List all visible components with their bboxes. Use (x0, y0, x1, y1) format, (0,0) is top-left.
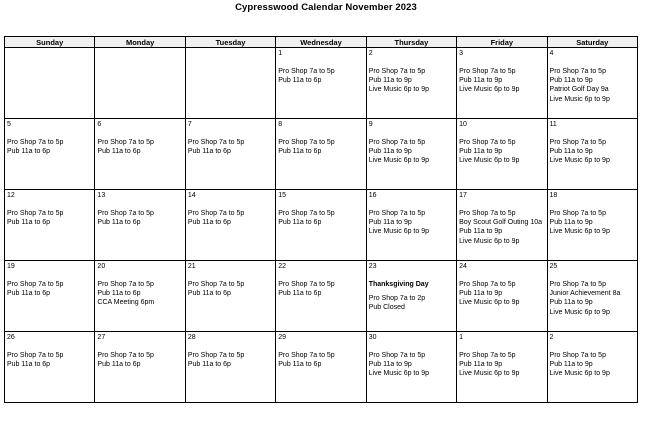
day-number (97, 49, 182, 58)
event-entry: Pub 11a to 6p (187, 361, 231, 369)
weekday-header-wednesday: Wednesday (276, 37, 366, 48)
day-cell (185, 190, 275, 261)
event-entry: Live Music 6p to 9p (368, 86, 429, 94)
day-number: 11 (549, 121, 557, 128)
day-gap (369, 129, 454, 138)
day-gap (97, 58, 182, 67)
weekday-header-monday: Monday (95, 37, 185, 48)
day-cell (457, 261, 547, 332)
event-entry: Pub 11a to 9p (459, 77, 503, 85)
day-gap (7, 129, 92, 138)
day-number: 27 (97, 334, 106, 341)
day-number: 10 (459, 121, 467, 128)
event-entry: Pro Shop 7a to 5p (368, 210, 426, 217)
day-cell (547, 119, 637, 190)
day-gap (188, 58, 273, 67)
day-number: 18 (549, 192, 558, 199)
week-row (5, 332, 638, 403)
day-cell (457, 48, 547, 119)
day-gap (97, 200, 182, 209)
event-entry: Live Music 6p to 9p (549, 370, 610, 378)
event-entry: Pro Shop 7a to 5p (7, 281, 64, 288)
day-cell (95, 261, 185, 332)
event-entry: Pub 11a to 6p (187, 148, 231, 156)
event-entry: Live Music 6p to 9p (459, 370, 520, 378)
event-entry: Pub 11a to 9p (368, 361, 412, 369)
day-number: 1 (459, 334, 464, 341)
event-entry: Pro Shop 7a to 5p (97, 139, 154, 146)
day-gap (459, 200, 544, 209)
day-cell (185, 332, 275, 403)
week-row (5, 48, 638, 119)
day-gap (550, 200, 635, 209)
day-cell (276, 119, 366, 190)
event-entry: Pro Shop 7a to 5p (187, 352, 245, 359)
week-row (5, 261, 638, 332)
day-number (7, 49, 92, 58)
event-entry: Junior Achievement 8a (549, 290, 621, 298)
day-gap (550, 271, 635, 280)
day-gap (7, 342, 92, 351)
weekday-header-friday: Friday (457, 37, 547, 48)
day-number: 14 (187, 192, 196, 199)
day-gap (188, 271, 273, 280)
day-cell (185, 48, 275, 119)
event-entry: Pro Shop 7a to 5p (549, 68, 606, 75)
event-entry: Pub 11a to 6p (278, 361, 322, 369)
event-entry: Live Music 6p to 9p (368, 228, 429, 236)
event-entry: Pub 11a to 6p (97, 219, 141, 227)
event-entry: Pub 11a to 9p (459, 290, 503, 298)
day-gap (369, 271, 454, 280)
day-cell (95, 332, 185, 403)
event-entry: Live Music 6p to 9p (549, 157, 610, 165)
day-gap (278, 58, 363, 67)
day-cell (5, 190, 95, 261)
event-entry: Pro Shop 7a to 5p (187, 139, 245, 146)
event-entry: Live Music 6p to 9p (459, 299, 520, 307)
day-gap (278, 200, 363, 209)
day-number: 17 (459, 192, 467, 199)
day-gap (7, 271, 92, 280)
day-gap (188, 200, 273, 209)
day-gap (550, 129, 635, 138)
day-number: 16 (368, 192, 377, 199)
event-entry: Pub 11a to 6p (97, 290, 141, 298)
event-entry: Pub 11a to 9p (549, 219, 593, 227)
week-row (5, 119, 638, 190)
calendar-title: Cypresswood Calendar November 2023 (235, 2, 417, 13)
day-number: 4 (549, 50, 554, 57)
event-entry: Pro Shop 7a to 5p (97, 210, 154, 217)
event-entry: Live Music 6p to 9p (368, 157, 429, 165)
event-entry: Live Music 6p to 9p (368, 370, 429, 378)
event-entry: Pub 11a to 6p (97, 361, 141, 369)
event-entry: Boy Scout Golf Outing 10a (459, 219, 542, 227)
day-number: 28 (187, 334, 196, 341)
day-cell (457, 190, 547, 261)
event-entry: Pub 11a to 6p (278, 219, 322, 227)
event-entry: Pub 11a to 6p (97, 148, 141, 156)
day-cell (95, 48, 185, 119)
event-entry: Pub 11a to 9p (549, 77, 593, 85)
event-entry: Pro Shop 7a to 5p (187, 210, 245, 217)
weekday-header-saturday: Saturday (547, 37, 637, 48)
day-gap (459, 342, 544, 351)
event-entry: Pub 11a to 9p (368, 77, 412, 85)
event-entry: Pub 11a to 6p (7, 148, 51, 156)
day-number: 29 (278, 334, 287, 341)
day-cell (276, 261, 366, 332)
event-entry: Pub 11a to 9p (368, 148, 412, 156)
day-cell (5, 332, 95, 403)
weekday-header-thursday: Thursday (366, 37, 456, 48)
event-entry: Live Music 6p to 9p (549, 228, 610, 236)
weekday-header-row (5, 37, 638, 48)
event-entry: Live Music 6p to 9p (549, 308, 610, 316)
day-gap (459, 129, 544, 138)
day-number: 25 (549, 263, 558, 270)
day-gap (7, 200, 92, 209)
day-gap (7, 58, 92, 67)
day-number: 13 (97, 192, 106, 199)
day-gap (97, 271, 182, 280)
day-gap (188, 129, 273, 138)
weekday-header-tuesday: Tuesday (185, 37, 275, 48)
day-cell (366, 190, 456, 261)
day-gap (188, 342, 273, 351)
day-number: 2 (368, 50, 373, 57)
day-number: 15 (278, 192, 287, 199)
event-entry: Pro Shop 7a to 5p (368, 68, 426, 75)
weekday-header-sunday: Sunday (5, 37, 95, 48)
day-cell (366, 119, 456, 190)
day-gap (550, 58, 635, 67)
event-entry: Pub 11a to 9p (549, 361, 593, 369)
event-entry: Pub 11a to 6p (278, 290, 322, 298)
event-entry: Pub 11a to 6p (187, 290, 231, 298)
day-number: 30 (368, 334, 377, 341)
event-entry: Pro Shop 7a to 5p (278, 210, 335, 217)
day-number: 5 (7, 121, 11, 128)
event-entry: Pro Shop 7a to 2p (368, 295, 426, 303)
calendar-body (5, 48, 638, 403)
day-cell (5, 261, 95, 332)
event-entry: Pro Shop 7a to 5p (7, 210, 64, 217)
event-entry: Pub 11a to 9p (459, 361, 503, 369)
day-cell (95, 119, 185, 190)
event-entry: Pub 11a to 9p (459, 148, 503, 156)
day-cell (185, 261, 275, 332)
day-cell (5, 48, 95, 119)
day-gap (278, 129, 363, 138)
calendar-grid (4, 36, 638, 403)
day-number: 2 (549, 334, 554, 341)
event-entry: Live Music 6p to 9p (459, 86, 520, 94)
event-entry: Pro Shop 7a to 5p (459, 352, 516, 359)
event-entry: Pro Shop 7a to 5p (97, 352, 154, 359)
day-gap (369, 58, 454, 67)
day-cell (276, 48, 366, 119)
day-number (188, 49, 273, 58)
day-gap (278, 271, 363, 280)
day-number: 6 (97, 121, 102, 128)
event-entry: Live Music 6p to 9p (549, 95, 610, 103)
day-gap (459, 271, 544, 280)
event-entry: Pub 11a to 9p (549, 148, 593, 156)
event-entry: Pro Shop 7a to 5p (278, 281, 335, 288)
day-number: 20 (97, 263, 106, 270)
day-number: 21 (187, 263, 196, 270)
event-entry: Pro Shop 7a to 5p (459, 68, 516, 75)
day-number: 9 (368, 121, 373, 128)
day-number: 26 (7, 334, 15, 341)
day-cell (366, 48, 456, 119)
event-entry: Pro Shop 7a to 5p (97, 281, 154, 288)
event-entry: Pub 11a to 6p (7, 290, 51, 298)
day-number: 23 (368, 263, 377, 270)
event-entry: Pub 11a to 6p (7, 361, 51, 369)
event-entry: Pro Shop 7a to 5p (368, 352, 426, 359)
event-entry: Live Music 6p to 9p (459, 157, 520, 165)
day-cell (185, 119, 275, 190)
day-number: 1 (278, 50, 283, 57)
event-entry: Live Music 6p to 9p (459, 237, 520, 245)
day-gap (97, 342, 182, 351)
day-gap (459, 58, 544, 67)
day-cell (366, 261, 456, 332)
day-gap (550, 342, 635, 351)
event-entry: Pro Shop 7a to 5p (278, 139, 335, 146)
day-number: 3 (459, 50, 464, 57)
day-gap (369, 200, 454, 209)
day-gap (369, 342, 454, 351)
day-cell (276, 332, 366, 403)
event-entry: Pub 11a to 6p (7, 219, 51, 227)
event-entry: Pub 11a to 6p (278, 77, 322, 85)
day-cell (457, 332, 547, 403)
event-entry: Pub 11a to 9p (459, 228, 503, 236)
day-cell (457, 119, 547, 190)
holiday-label: Thanksgiving Day (368, 281, 429, 288)
event-entry: Pro Shop 7a to 5p (459, 281, 516, 288)
day-cell (366, 332, 456, 403)
event-entry: CCA Meeting 6pm (97, 299, 155, 307)
event-entry: Pub 11a to 6p (187, 219, 231, 227)
day-number: 19 (7, 263, 15, 270)
event-entry: Pub Closed (368, 304, 405, 312)
day-number: 12 (7, 192, 15, 199)
day-number: 24 (459, 263, 467, 270)
event-entry: Pro Shop 7a to 5p (7, 139, 64, 146)
day-cell (547, 48, 637, 119)
event-entry: Pub 11a to 6p (278, 148, 322, 156)
day-cell (276, 190, 366, 261)
event-entry: Pro Shop 7a to 5p (368, 139, 426, 146)
event-entry: Pro Shop 7a to 5p (549, 281, 606, 288)
day-cell (547, 261, 637, 332)
event-entry: Pub 11a to 9p (549, 299, 593, 307)
event-entry: Pro Shop 7a to 5p (187, 281, 245, 288)
day-cell (547, 190, 637, 261)
event-entry: Pro Shop 7a to 5p (278, 68, 335, 75)
event-entry: Pro Shop 7a to 5p (7, 352, 64, 359)
event-entry: Pro Shop 7a to 5p (549, 352, 606, 359)
day-number: 22 (278, 263, 287, 270)
day-cell (547, 332, 637, 403)
event-entry: Pro Shop 7a to 5p (549, 210, 606, 217)
week-row (5, 190, 638, 261)
day-number: 8 (278, 121, 283, 128)
day-gap (97, 129, 182, 138)
event-entry: Pro Shop 7a to 5p (549, 139, 606, 146)
event-entry: Pro Shop 7a to 5p (459, 139, 516, 146)
day-cell (5, 119, 95, 190)
day-gap (278, 342, 363, 351)
event-entry: Pro Shop 7a to 5p (459, 210, 516, 217)
event-entry: Pub 11a to 9p (368, 219, 412, 227)
event-entry: Patriot Golf Day 9a (549, 86, 609, 94)
day-number: 7 (187, 121, 192, 128)
event-entry: Pro Shop 7a to 5p (278, 352, 335, 359)
day-cell (95, 190, 185, 261)
